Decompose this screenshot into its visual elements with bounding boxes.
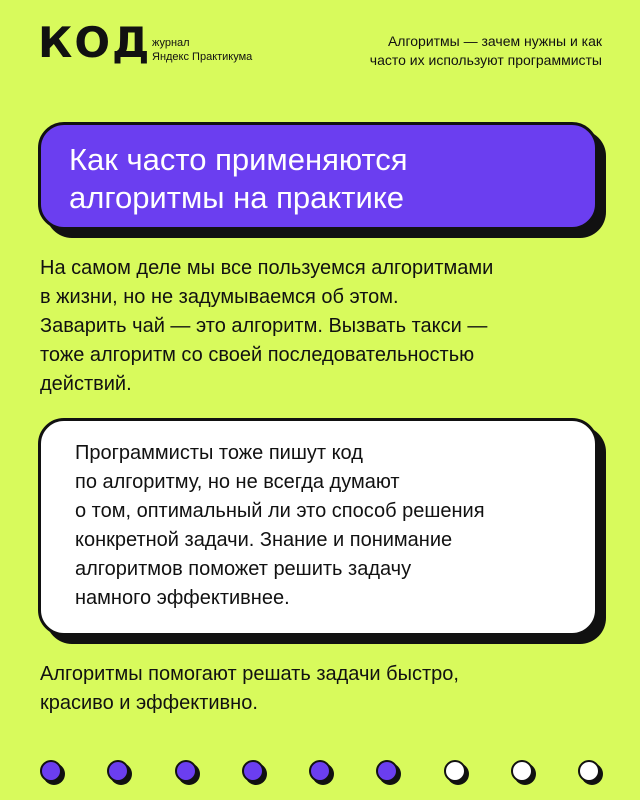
article-title-line: часто их используют программисты [369,52,602,68]
title-card [38,122,598,230]
info-card-text [75,439,561,613]
conclusion-paragraph [40,660,600,718]
paragraph-line: красиво и эффективно. [40,692,258,714]
pagination-dot-empty [578,760,600,782]
pagination-dots [40,760,600,782]
info-card-line: Программисты тоже пишут код [75,442,363,464]
pagination-dot-filled [40,760,62,782]
pagination-dot-empty [511,760,533,782]
paragraph-line: тоже алгоритм со своей последовательностью [40,344,475,366]
logo-subtitle-line: Яндекс Практикума [152,51,253,63]
pagination-dot-filled [376,760,398,782]
info-card-line: алгоритмов поможет решить задачу [75,558,412,580]
paragraph-line: Алгоритмы помогают решать задачи быстро, [40,663,459,685]
pagination-dot-filled [175,760,197,782]
pagination-dot-filled [242,760,264,782]
info-card-line: конкретной задачи. Знание и понимание [75,529,453,551]
pagination-dot-filled [309,760,331,782]
logo-subtitle-line: журнал [152,37,190,49]
logo-subtitle [152,36,252,64]
info-card-line: о том, оптимальный ли это способ решения [75,500,485,522]
paragraph-line: Заварить чай — это алгоритм. Вызвать такси — [40,315,488,337]
info-card-line: по алгоритму, но не всегда думают [75,471,400,493]
slide-title [69,141,567,217]
article-title-line: Алгоритмы — зачем нужны и как [387,33,602,49]
slide-title-line: алгоритмы на практике [69,180,404,215]
paragraph-line: действий. [40,373,132,395]
pagination-dot-empty [444,760,466,782]
slide-title-line: Как часто применяются [69,142,408,177]
article-title [302,32,602,70]
paragraph-line: На самом деле мы все пользуемся алгоритмами [40,257,494,279]
logo: КОД [38,18,152,67]
paragraph-line: в жизни, но не задумываемся об этом. [40,286,399,308]
info-card [38,418,598,636]
intro-paragraph [40,254,600,399]
pagination-dot-filled [107,760,129,782]
info-card-line: намного эффективнее. [75,587,290,609]
